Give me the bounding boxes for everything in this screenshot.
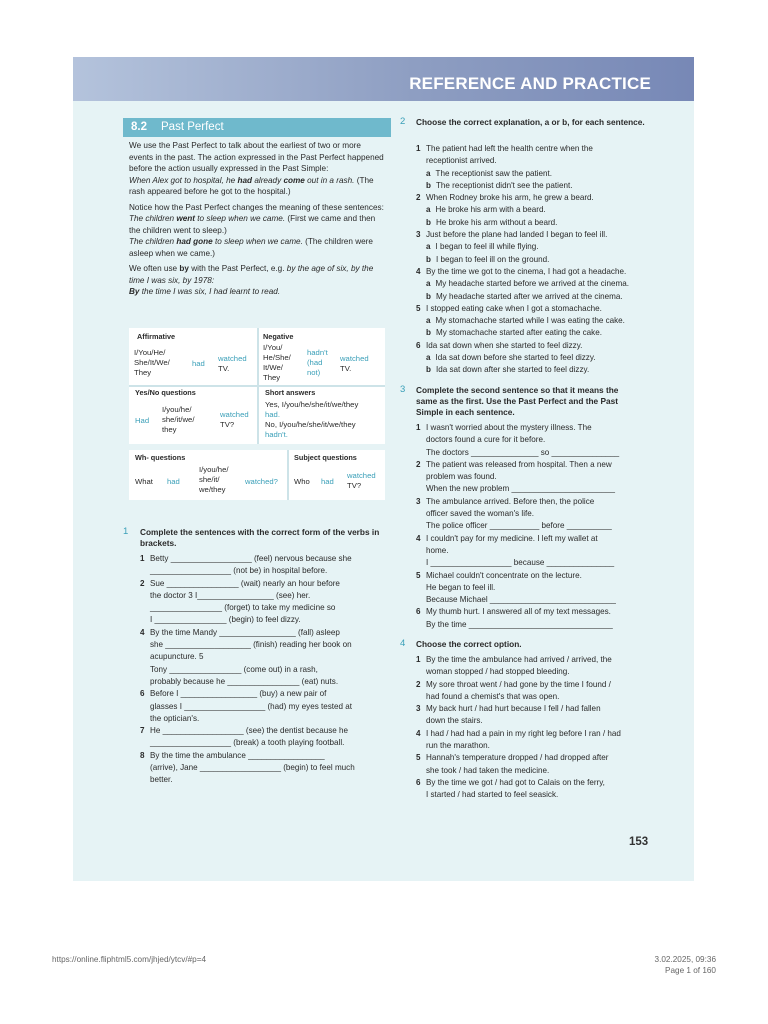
example-note: (The children were asleep when we came.) — [129, 237, 373, 258]
table-header-short-answers: Short answers — [265, 388, 316, 397]
ex3-line — [416, 496, 666, 508]
exercise-2-number: 2 — [400, 116, 406, 127]
ex1-line — [140, 701, 390, 713]
option-line — [416, 217, 666, 229]
ex2-line — [416, 266, 666, 278]
table-cell: Had — [135, 416, 150, 425]
footer-url: https://online.fliphtml5.com/jhjed/ytcv/#p=4 — [52, 955, 207, 964]
option-line — [416, 327, 666, 339]
ex3-line — [416, 557, 666, 569]
ex1-line — [140, 737, 390, 749]
option-line — [416, 278, 666, 290]
item-text: Hannah's temperature dropped / had dropped after — [426, 753, 609, 763]
item-text: ________________ (forget) to take my medicine so — [150, 603, 336, 613]
ex2-line — [416, 315, 666, 327]
example-bold: had gone — [176, 237, 213, 246]
option-letter: b — [426, 328, 431, 338]
option-line — [416, 204, 666, 216]
item-text: By the time we got to the cinema, I had got a headache. — [426, 266, 627, 276]
option-letter: a — [426, 205, 431, 215]
item-text: __________________ (break) a tooth playing football. — [150, 738, 345, 748]
option-line — [416, 241, 666, 253]
table-cell: Who — [294, 477, 310, 486]
item-text: home. — [426, 545, 449, 555]
table-cell: had. — [265, 410, 280, 419]
item-number: 1 — [416, 144, 421, 153]
exercise-1-items — [140, 553, 390, 787]
ex1-line — [140, 774, 390, 786]
example-note: (First we came and then the children went to sleep.) — [129, 214, 376, 235]
item-text: problem was found. — [426, 472, 497, 482]
ex3-line — [416, 570, 666, 582]
example-sentence — [129, 176, 354, 185]
example-sentence — [129, 237, 303, 246]
exercise-4-title: Choose the correct option. — [416, 639, 522, 649]
item-text: Because Michael ____________________________ — [426, 595, 616, 605]
exercise-1-number: 1 — [123, 526, 129, 537]
ex4-line — [416, 654, 666, 666]
item-text: down the stairs. — [426, 716, 483, 726]
item-text: He __________________ (see) the dentist because he — [150, 726, 349, 736]
item-number: 2 — [416, 193, 421, 203]
table-cell: TV? — [347, 481, 362, 490]
table-cell: watched — [220, 410, 249, 419]
item-number: 5 — [416, 303, 421, 313]
table-header-affirmative: Affirmative — [137, 332, 176, 341]
item-text: glasses I __________________ (had) my eyes tested at — [150, 701, 353, 711]
item-text: had found a chemist's that was open. — [426, 691, 560, 701]
ex1-line — [140, 725, 390, 737]
option-letter: a — [426, 316, 431, 326]
grammar-section-title: Past Perfect — [161, 121, 224, 133]
table-cell: watched — [218, 354, 247, 363]
ex2-line — [416, 192, 666, 204]
exercise-3-items — [416, 422, 666, 631]
grammar-paragraph-2 — [129, 202, 384, 260]
ex3-line — [416, 471, 666, 483]
option-text: My stomachache started while I was eating the cake. — [435, 316, 625, 326]
table-header-wh-questions: Wh- questions — [135, 453, 186, 462]
table-cell: hadn't. — [265, 430, 288, 439]
item-number: 1 — [140, 554, 145, 563]
item-number: 7 — [140, 726, 145, 736]
ex3-line — [416, 606, 666, 618]
footer-page-count: Page 1 of 160 — [665, 966, 716, 975]
item-text: I __________________ because _______________ — [426, 558, 615, 568]
option-letter: a — [426, 242, 431, 252]
item-text: Michael couldn't concentrate on the lecture. — [426, 570, 582, 580]
table-cell: watched? — [245, 477, 278, 486]
grammar-text: Notice how the Past Perfect changes the meaning of these sentences: — [129, 202, 384, 212]
ex4-line — [416, 666, 666, 678]
example-text: The children — [129, 237, 177, 246]
ex4-line — [416, 752, 666, 764]
ex2-line — [416, 217, 666, 229]
item-number: 3 — [416, 496, 421, 506]
item-number: 3 — [416, 704, 421, 714]
item-text: run the marathon. — [426, 741, 490, 751]
ex1-line — [140, 750, 390, 762]
item-text: My thumb hurt. I answered all of my text messages. — [426, 607, 611, 617]
item-text: better. — [150, 775, 173, 785]
example-bold: By — [129, 287, 140, 296]
item-text: When Rodney broke his arm, he grew a beard. — [426, 193, 594, 203]
grammar-text: We use the Past Perfect to talk about the earliest of two or more events in the past. The action expressed in the Past Perfect happened before the action usually expressed in the Past Simple: — [129, 141, 384, 173]
item-number: 6 — [140, 689, 145, 699]
item-text: officer saved the woman's life. — [426, 509, 535, 519]
item-number: 2 — [416, 459, 421, 469]
example-text: The children — [129, 214, 177, 223]
grammar-paragraph-1 — [129, 140, 384, 198]
item-text: __________________ (not be) in hospital before. — [150, 566, 328, 576]
table-cell: Yes, I/you/he/she/it/we/they — [265, 400, 359, 409]
option-text: Ida sat down after she started to feel dizzy. — [435, 365, 590, 375]
item-text: receptionist arrived. — [426, 156, 497, 166]
table-divider — [257, 328, 259, 444]
example-text: already — [252, 175, 284, 185]
page-banner — [73, 57, 694, 101]
item-text: Before I _________________ (buy) a new pair of — [150, 689, 327, 699]
item-text: I couldn't pay for my medicine. I left my wallet at — [426, 533, 598, 543]
exercise-4-items — [416, 654, 666, 802]
option-letter: a — [426, 279, 431, 289]
ex2-line — [416, 278, 666, 290]
example-text: out in a rash. — [304, 175, 355, 185]
item-number: 2 — [140, 578, 145, 588]
example-text: to sleep when we came. — [212, 237, 303, 246]
ex2-line — [416, 291, 666, 303]
item-text: By the time the ambulance had arrived / arrived, the — [426, 655, 612, 664]
option-text: I began to feel ill on the ground. — [435, 254, 550, 264]
item-number: 4 — [416, 728, 421, 738]
option-text: He broke his arm with a beard. — [435, 205, 546, 215]
ex2-line — [416, 303, 666, 315]
ex4-line — [416, 703, 666, 715]
ex2-line — [416, 204, 666, 216]
option-text: My headache started after we arrived at the cinema. — [435, 291, 623, 301]
option-text: I began to feel ill while flying. — [435, 242, 539, 252]
ex3-line — [416, 422, 666, 434]
item-text: He began to feel ill. — [426, 582, 496, 592]
item-text: Just before the plane had landed I began to feel ill. — [426, 230, 608, 240]
table-cell: I/You/ He/She/ It/We/ They — [263, 343, 291, 382]
option-line — [416, 352, 666, 364]
ex4-line — [416, 715, 666, 727]
table-cell: had — [321, 477, 334, 486]
item-number: 3 — [416, 230, 421, 240]
option-text: The receptionist didn't see the patient. — [435, 180, 573, 190]
table-cell: I/you/he/ she/it/ we/they — [199, 465, 229, 494]
ex3-line — [416, 434, 666, 446]
page-title: REFERENCE AND PRACTICE — [409, 74, 651, 93]
exercise-2-title: Choose the correct explanation, a or b, for each sentence. — [416, 117, 645, 127]
table-cell: watched — [347, 471, 376, 480]
ex3-line — [416, 582, 666, 594]
item-text: When the new problem _______________________ — [426, 484, 616, 494]
ex2-line — [416, 340, 666, 352]
ex2-line — [416, 327, 666, 339]
item-text: (arrive), Jane __________________ (begin) to feel much — [150, 763, 355, 773]
option-letter: a — [426, 168, 431, 178]
item-number: 1 — [416, 423, 421, 432]
footer-date: 3.02.2025, 09:36 — [654, 955, 716, 964]
option-text: The receptionist saw the patient. — [435, 168, 553, 178]
item-number: 5 — [416, 753, 421, 763]
ex4-line — [416, 765, 666, 777]
ex2-line — [416, 180, 666, 192]
ex1-line — [140, 590, 390, 602]
example-note: (The rash appeared before he got to the hospital.) — [129, 175, 374, 196]
ex2-line — [416, 155, 666, 167]
item-text: she ___________________ (finish) reading her book on — [150, 640, 352, 650]
ex3-line — [416, 594, 666, 606]
ex3-line — [416, 483, 666, 495]
item-text: My back hurt / had hurt because I fell / had fallen — [426, 704, 601, 714]
item-text: By the time ________________________________ — [426, 619, 613, 629]
option-text: He broke his arm without a beard. — [435, 217, 558, 227]
item-text: Sue ________________ (wait) nearly an hour before — [150, 578, 340, 588]
exercise-4-number: 4 — [400, 638, 406, 649]
ex1-line — [140, 762, 390, 774]
ex1-line — [140, 688, 390, 700]
item-text: Tony ________________ (come out) in a rash, — [150, 664, 318, 674]
ex3-line — [416, 459, 666, 471]
option-text: Ida sat down before she started to feel dizzy. — [435, 353, 596, 363]
item-text: I wasn't worried about the mystery illness. The — [426, 423, 592, 432]
item-text: she took / had taken the medicine. — [426, 765, 550, 775]
grammar-text: We often use — [129, 264, 180, 273]
ex3-line — [416, 533, 666, 545]
ex1-line — [140, 639, 390, 651]
table-cell: had — [192, 359, 205, 368]
exercise-3-title: Complete the second sentence so that it means the same as the first. Use the Past Perfect and the Past Simple in each sentence. — [416, 385, 619, 417]
example-sentence — [129, 214, 285, 223]
item-number: 1 — [416, 655, 421, 664]
option-letter: b — [426, 365, 431, 375]
item-number: 4 — [416, 533, 421, 543]
ex4-line — [416, 691, 666, 703]
item-text: woman stopped / had stopped bleeding. — [426, 667, 570, 677]
item-text: doctors found a cure for it before. — [426, 435, 546, 445]
grammar-section-header — [123, 118, 391, 137]
ex3-line — [416, 508, 666, 520]
item-number: 5 — [416, 570, 421, 580]
item-text: Ida sat down when she started to feel dizzy. — [426, 340, 583, 350]
option-letter: b — [426, 180, 431, 190]
item-text: The ambulance arrived. Before then, the police — [426, 496, 595, 506]
item-text: My sore throat went / had gone by the time I found / — [426, 679, 611, 689]
grammar-section-number: 8.2 — [131, 121, 147, 133]
book-page — [73, 57, 694, 881]
option-letter: b — [426, 291, 431, 301]
example-bold: had — [237, 175, 253, 185]
item-number: 4 — [140, 627, 145, 637]
ex4-line — [416, 679, 666, 691]
item-text: probably because he ________________ (eat) nuts. — [150, 676, 339, 686]
example-bold: went — [176, 214, 195, 223]
example-bold: come — [283, 175, 305, 185]
option-line — [416, 315, 666, 327]
ex2-line — [416, 254, 666, 266]
table-divider — [287, 450, 289, 500]
table-cell: I/you/he/ she/it/we/ they — [162, 405, 195, 434]
item-text: I stopped eating cake when I got a stomachache. — [426, 303, 602, 313]
item-text: The patient was released from hospital. Then a new — [426, 459, 612, 469]
item-text: The police officer ___________ before __________ — [426, 521, 612, 531]
ex3-line — [416, 619, 666, 631]
item-number: 2 — [416, 679, 421, 689]
item-number: 6 — [416, 607, 421, 617]
example-text: the time I was six, I had learnt to read. — [139, 287, 281, 296]
item-number: 4 — [416, 266, 421, 276]
item-text: I had / had had a pain in my right leg before I ran / had — [426, 728, 621, 738]
option-line — [416, 254, 666, 266]
table-cell: watched — [340, 354, 369, 363]
table-cell: TV. — [218, 364, 230, 373]
table-header-subject-questions: Subject questions — [294, 453, 357, 462]
item-text: I ________________ (begin) to feel dizzy. — [150, 615, 301, 625]
table-cell: I/You/He/ She/It/We/ They — [134, 348, 170, 377]
ex1-line — [140, 627, 390, 639]
item-text: the optician's. — [150, 713, 200, 723]
ex1-line — [140, 614, 390, 626]
ex1-line — [140, 664, 390, 676]
grammar-table-questions — [129, 450, 385, 500]
ex2-line — [416, 241, 666, 253]
ex1-line — [140, 578, 390, 590]
grammar-explanation — [129, 140, 384, 302]
exercise-2-items — [416, 143, 666, 377]
example-text: When Alex got to hospital, he — [129, 175, 238, 185]
grammar-italic: by the age of six, by the time I was six, by 1978: — [129, 264, 374, 285]
option-line — [416, 364, 666, 376]
table-cell: TV. — [340, 364, 352, 373]
option-line — [416, 180, 666, 192]
option-line — [416, 168, 666, 180]
ex1-line — [140, 553, 390, 565]
exercise-3-number: 3 — [400, 384, 406, 395]
ex4-line — [416, 728, 666, 740]
ex3-line — [416, 545, 666, 557]
grammar-paragraph-3 — [129, 263, 384, 298]
grammar-text: with the Past Perfect, e.g. — [188, 264, 287, 273]
item-text: By the time we got / had got to Calais on the ferry, — [426, 777, 605, 787]
ex1-line — [140, 713, 390, 725]
exercise-1-title: Complete the sentences with the correct form of the verbs in brackets. — [140, 527, 380, 548]
grammar-table-forms — [129, 328, 385, 444]
ex1-line — [140, 602, 390, 614]
option-letter: b — [426, 254, 431, 264]
item-text: The patient had left the health centre when the — [426, 144, 593, 153]
page-number: 153 — [629, 836, 649, 848]
ex1-line — [140, 676, 390, 688]
item-text: By the time Mandy _________________ (fall) asleep — [150, 627, 340, 637]
option-letter: b — [426, 217, 431, 227]
table-header-yesno: Yes/No questions — [135, 388, 196, 397]
item-number: 6 — [416, 340, 421, 350]
ex3-line — [416, 520, 666, 532]
example-text: to sleep when we came. — [195, 214, 286, 223]
table-cell: No, I/you/he/she/it/we/they — [265, 420, 356, 429]
table-cell: hadn't (had not) — [307, 348, 328, 377]
option-text: My stomachache started after eating the cake. — [435, 328, 602, 338]
item-number: 6 — [416, 777, 421, 787]
item-text: Betty __________________ (feel) nervous because she — [150, 554, 352, 563]
ex2-line — [416, 364, 666, 376]
ex4-line — [416, 777, 666, 789]
option-text: My headache started before we arrived at the cinema. — [435, 279, 629, 289]
item-text: By the time the ambulance _________________ — [150, 750, 325, 760]
item-text: I started / had started to feel seasick. — [426, 790, 559, 800]
item-text: acupuncture. 5 — [150, 652, 204, 662]
option-letter: a — [426, 353, 431, 363]
ex2-line — [416, 352, 666, 364]
table-cell: What — [135, 477, 153, 486]
ex3-line — [416, 447, 666, 459]
item-text: the doctor 3 I_________________ (see) her. — [150, 590, 311, 600]
ex1-line — [140, 651, 390, 663]
item-text: The doctors _______________ so _______________ — [426, 447, 620, 457]
ex4-line — [416, 789, 666, 801]
table-header-negative: Negative — [263, 332, 294, 341]
ex4-line — [416, 740, 666, 752]
ex2-line — [416, 229, 666, 241]
ex2-line — [416, 143, 666, 155]
grammar-bold: by — [179, 264, 189, 273]
ex1-line — [140, 565, 390, 577]
example-sentence — [129, 287, 280, 296]
option-line — [416, 291, 666, 303]
table-cell: had — [167, 477, 180, 486]
ex2-line — [416, 168, 666, 180]
table-cell: TV? — [220, 420, 235, 429]
item-number: 8 — [140, 750, 145, 760]
